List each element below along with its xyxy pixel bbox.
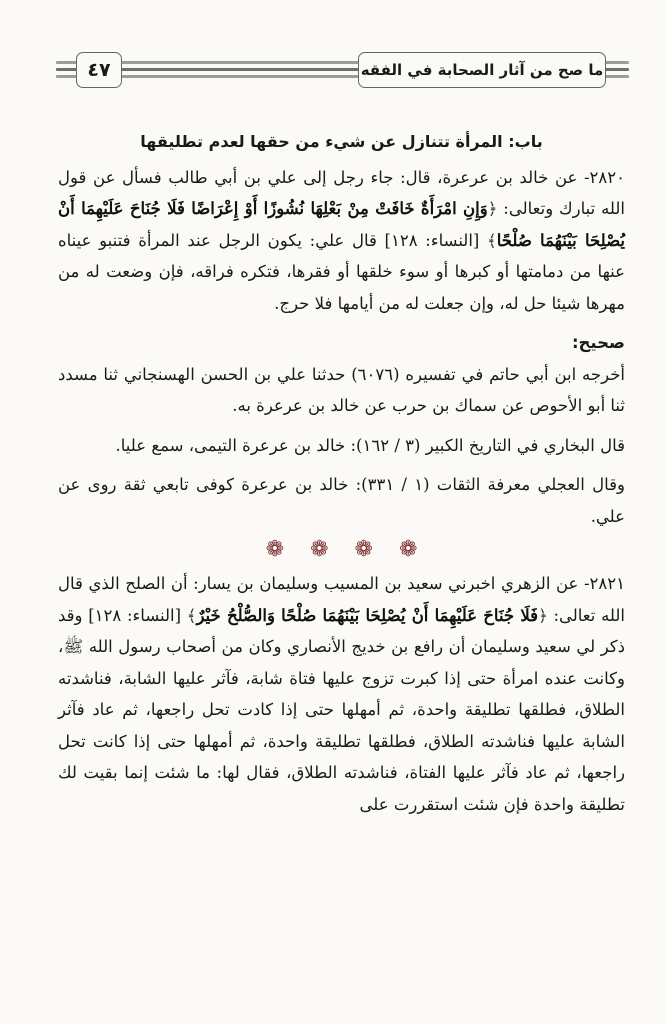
section-separator	[58, 536, 625, 564]
quran-open-bracket: ﴿	[487, 199, 498, 218]
page-number: ٤٧	[76, 52, 122, 88]
quran-verse: فَلَا جُنَاحَ عَلَيْهِمَا أَنْ يُصْلِحَا بَيْنَهُمَا صُلْحًا وَالصُّلْحُ خَيْرٌ	[196, 605, 539, 625]
chapter-title: باب: المرأة تتنازل عن شيء من حقها لعدم تطليقها	[140, 132, 543, 151]
grading-label: صحيح:	[571, 333, 625, 352]
quran-close-bracket: ﴾	[487, 230, 497, 250]
page-body	[58, 120, 625, 820]
hadith-2821	[58, 568, 625, 820]
flower-ornament-icon: ❁	[354, 537, 373, 562]
quran-close-bracket: ﴾	[186, 605, 197, 625]
quran-open-bracket: ﴿	[538, 605, 548, 625]
hadith-text: ٢٨٢٠- عن خالد بن عرعرة، قال: جاء رجل إلى علي بن أبي طالب فسأل عن قول الله تبارك وتعالى:	[58, 167, 625, 218]
quran-verse: وَإِنِ امْرَأَةٌ خَافَتْ مِنْ بَعْلِهَا نُشُوزًا أَوْ إِعْرَاضًا فَلَا جُنَاحَ عَلَيْهِمَا أَنْ يُصْلِحَا بَيْنَهُمَا صُلْحًا	[58, 199, 625, 250]
hadith-2820	[58, 162, 625, 320]
running-title: ما صح من آثار الصحابة في الفقه	[358, 52, 606, 88]
takhrij-paragraph: وقال العجلي معرفة الثقات (١ / ٣٣١): خالد بن عرعرة كوفى تابعي ثقة روى عن علي.	[58, 475, 625, 526]
hadith-text: [النساء: ١٢٨] قال علي: يكون الرجل عند المرأة فتنبو عيناه عنها من دمامتها أو كبرها أو سوء خلقها أو فقرها، فتكره فراقه، فإن وضعت له من مهرها شيئا حل له، وإن جعلت له من أيامها فلا حرج.	[58, 230, 625, 313]
takhrij-paragraph: قال البخاري في التاريخ الكبير (٣ / ١٦٢): خالد بن عرعرة التيمى، سمع عليا.	[115, 435, 625, 455]
flower-ornament-icon: ❁	[398, 537, 418, 562]
flower-ornament-icon: ❁	[310, 537, 329, 562]
hadith-text: [النساء: ١٢٨] وقد ذكر لي سعيد وسليمان أن رافع بن خديج الأنصاري وكان من أصحاب رسول الله ﷺ، وكانت عنده امرأة حتى إذا كبرت تزوج عليها فتاة شابة، فآثر عليها الشابة، فناشدته الطلاق، فطلقها تطليقة واحدة، ثم أمهلها حتى إذا كادت تحل راجعها، ثم عاد فآثر الشابة عليها فناشدته الطلاق، فطلقها تطليقة واحدة، ثم أمهلها حتى إذا كانت تحل راجعها، ثم عاد فآثر عليها الفتاة، فناشدته الطلاق، فقال لها: ما شئت إنما بقيت لك تطليقة واحدة فإن شئت استقررت على	[58, 605, 625, 814]
takhrij-paragraph: أخرجه ابن أبي حاتم في تفسيره (٦٠٧٦) حدثنا علي بن الحسن الهسنجاني ثنا مسدد ثنا أبو الأحوص عن سماك بن حرب عن خالد بن عرعرة به.	[58, 364, 625, 415]
flower-ornament-icon: ❁	[265, 537, 285, 562]
hadith-text: ٢٨٢١- عن الزهري اخبرني سعيد بن المسيب وسليمان بن يسار: أن الصلح الذي قال الله تعالى:	[58, 574, 625, 625]
